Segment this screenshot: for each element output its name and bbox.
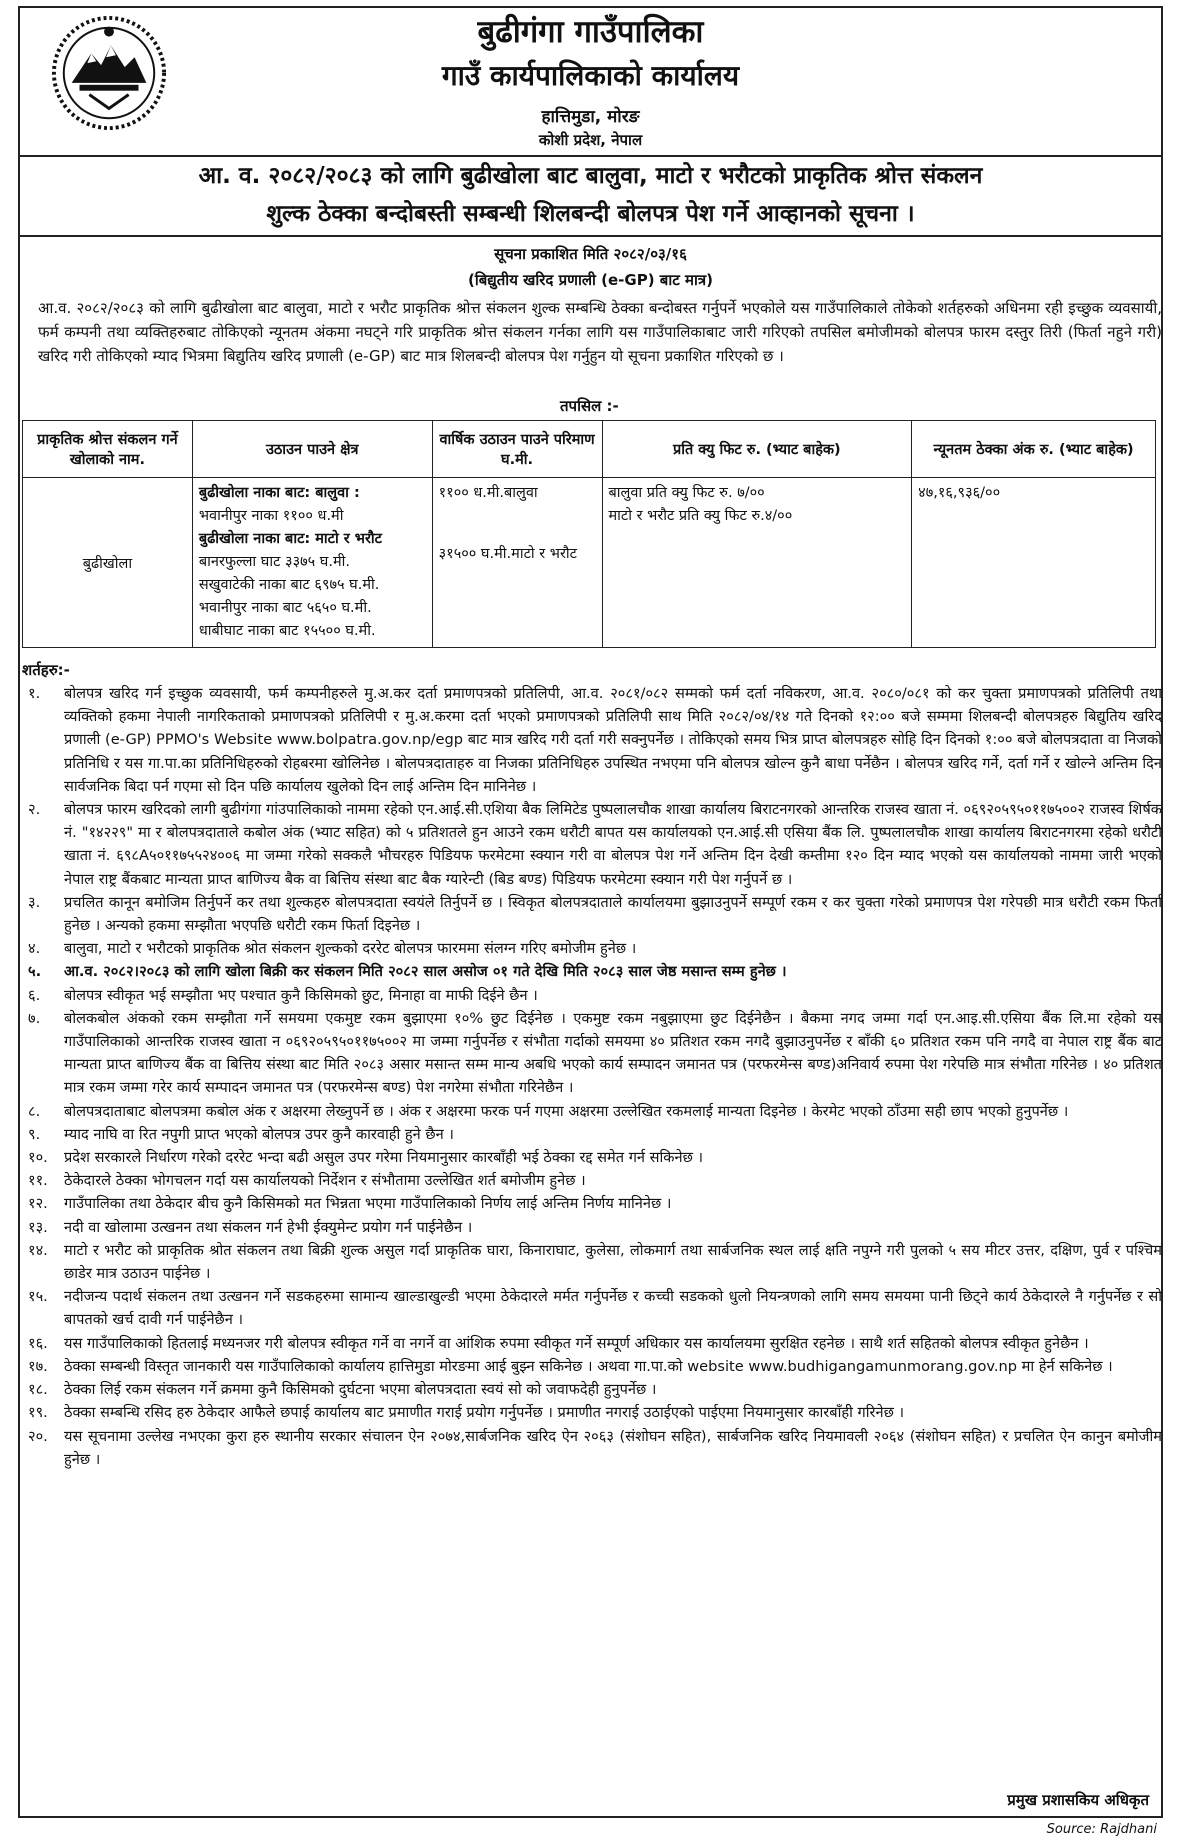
cell-area — [192, 478, 432, 648]
col-header-rate: प्रति क्यु फिट रु. (भ्याट बाहेक) — [602, 421, 912, 478]
office-name: गाउँ कार्यपालिकाको कार्यालय — [441, 59, 740, 92]
rate-soil: माटो र भरौट प्रति क्यु फिट रु.४/०० — [608, 508, 793, 524]
table-row — [23, 478, 1156, 648]
terms-list — [22, 682, 1162, 1471]
quantity-sand: ११०० ध.मी.बालुवा — [438, 485, 538, 501]
list-item: १०. प्रदेश सरकारले निर्धारण गरेको दररेट भन्दा बढी असुल उपर गरेमा नियमानुसार कारबाँही भई ठेक्का रद्द समेत गर्न सकिनेछ । — [28, 1149, 703, 1167]
cell-river: बुढीखोला — [23, 478, 193, 648]
list-item: ११. ठेकेदारले ठेक्का भोगचलन गर्दा यस कार्यालयको निर्देशन र संभौतामा उल्लेखित शर्त बमोजीम हुनेछ । — [28, 1172, 586, 1190]
list-item: ६. बोलपत्र स्वीकृत भई सम्झौता भए पश्चात कुनै किसिमको छुट, मिनाहा वा माफी दिईने छैन । — [28, 986, 538, 1004]
col-header-area: उठाउन पाउने क्षेत्र — [192, 421, 432, 478]
col-header-min-amount: न्यूनतम ठेक्का अंक रु. (भ्याट बाहेक) — [912, 421, 1156, 478]
schedule-table — [22, 420, 1156, 648]
rate-sand: बालुवा प्रति क्यु फिट रु. ७/०० — [608, 485, 765, 501]
signatory-title: प्रमुख प्रशासकिय अधिकृत — [1007, 1791, 1149, 1809]
quantity-soil: ३१५०० घ.मी.माटो र भरौट — [438, 546, 577, 562]
address-line-2: कोशी प्रदेश, नेपाल — [538, 131, 643, 149]
list-item: १३. नदी वा खोलामा उत्खनन तथा संकलन गर्न हेभी ईक्युमेन्ट प्रयोग गर्न पाईनेछैन । — [28, 1218, 473, 1236]
area-line: बुढीखोला नाका बाट: माटो र भरौट — [198, 531, 382, 547]
schedule-heading: तपसिल :- — [560, 397, 619, 415]
terms-heading: शर्तहरु:- — [22, 661, 70, 679]
area-line: सखुवाटेकी नाका बाट ६९७५ घ.मी. — [198, 577, 380, 593]
list-item: २०. यस सूचनामा उल्लेख नभएका कुरा हरु स्थानीय सरकार संचालन ऐन २०७४,सार्बजनिक खरिद ऐन २०६३ (संशोघन सहित), सार्बजनिक खरिद नियमावली २०६४ (संशोघन सहित) र प्रचलित ऐन कानुन बमोजीम हुनेछ । — [28, 1427, 1162, 1468]
area-line: भवानीपुर नाका ११०० ध.मी — [198, 508, 344, 524]
list-item: ८. बोलपत्रदाताबाट बोलपत्रमा कबोल अंक र अक्षरमा लेख्नुपर्ने छ । अंक र अक्षरमा फरक पर्न गएमा अक्षरमा उल्लेखित रकमलाई मान्यता दिइनेछ । केरमेट भएको ठाँउमा सही छाप भएको हुनुपर्नेछ । — [28, 1102, 1069, 1120]
list-item: १२. गाउँपालिका तथा ठेकेदार बीच कुनै किसिमको मत भिन्नता भएमा गाउँपालिकाको निर्णय लाई अन्तिम निर्णय मानिनेछ । — [28, 1195, 672, 1213]
address-line-1: हात्तिमुडा, मोरङ — [541, 107, 640, 127]
list-item: ९. म्याद नाघि वा रित नपुगी प्राप्त भएको बोलपत्र उपर कुनै कारवाही हुने छैन । — [28, 1125, 454, 1143]
list-item: १५. नदीजन्य पदार्थ संकलन तथा उत्खनन गर्ने सडकहरुमा सामान्य खाल्डाखुल्डी भएमा ठेकेदारले मर्मत गर्नुपर्नेछ र कच्ची सडकको धुलो नियन्त्रणको लागि समय समयमा पानी छिट्ने कार्य ठेकेदारले नै गर्नुपर्नेछ र सो बापतको खर्च दावी गर्न पाईनेछैन । — [28, 1288, 1162, 1329]
cell-rate — [602, 478, 912, 648]
banner-line-2: शुल्क ठेक्का बन्दोबस्ती सम्बन्धी शिलबन्दी बोलपत्र पेश गर्ने आव्हानको सूचना । — [266, 201, 915, 227]
list-item: ७. बोलकबोल अंकको रकम सम्झौता गर्ने समयमा एकमुष्ट रकम बुझाएमा १०% छुट दिईनेछ । एकमुष्ट रकम नबुझाएमा छुट दिईनेछैन । बैकमा नगद जम्मा गर्दा एन.आइ.सी.एसिया बैंक लि.मा रहेको यस गाउँपालिकाको आन्तरिक राजस्व खाता न ०६९२०५९५०११७५००२ मा जम्मा गर्नुपर्नेछ र संभौता गर्दाको समयमा ४० प्रतिशत रकम नगदै बुझाउनुपर्नेछ र बाँकी ६० प्रतिशत रकम पनि नगदै वा नेपाल राष्ट्र बैंक बाट मान्यता प्राप्त बाणिज्य बैंक वा बित्तिय संस्था बाट मिति २०८३ असार मसान्त सम्म मान्य अबधि भएको कार्य सम्पादन जमानत पत्र (परफरमेन्स बण्ड)अनिवार्य रुपमा पेश गरेपछि मात्र संभौता गरिनेछ । ४० प्रतिशत मात्र रकम जम्मा गरेर कार्य सम्पादन जमानत पत्र (परफरमेन्स बण्ड) पेश नगरेमा संभौता गरिनेछैन । — [28, 1009, 1162, 1097]
cell-quantity — [432, 478, 602, 648]
list-item: १४. माटो र भरौट को प्राकृतिक श्रोत संकलन तथा बिक्री शुल्क असुल गर्दा प्राकृतिक घारा, किनाराघाट, कुलेसा, लोकमार्ग तथा सार्बजनिक स्थल लाई क्षति नपुग्ने गरी पुलको ५ सय मीटर उत्तर, दक्षिण, पुर्व र पश्चिम छाडेर मात्र उठाउन पाईनेछ । — [28, 1241, 1162, 1283]
egp-only-note: (बिद्युतीय खरिद प्रणाली (e-GP) बाट मात्र) — [468, 271, 713, 289]
cell-min-amount: ४७,१६,९३६/०० — [912, 478, 1156, 648]
area-line: धाबीघाट नाका बाट १५५०० घ.मी. — [198, 623, 376, 639]
notice-title-banner — [20, 155, 1161, 237]
area-line: भवानीपुर नाका बाट ५६५० घ.मी. — [198, 600, 372, 616]
banner-line-1: आ. व. २०८२/२०८३ को लागि बुढीखोला बाट बालुवा, माटो र भरौटको प्राकृतिक श्रोत्त संकलन — [198, 163, 983, 189]
list-item: १६. यस गाउँपालिकाको हितलाई मध्यनजर गरी बोलपत्र स्वीकृत गर्ने वा नगर्ने वा आंशिक रुपमा स्वीकृत गर्ने सम्पूर्ण अधिकार यस कार्यालयमा सुरक्षित रहनेछ । साथै शर्त सहितको बोलपत्र स्वीकृत हुनेछैन । — [28, 1334, 1089, 1352]
list-item: १८. ठेक्का लिई रकम संकलन गर्ने क्रममा कुनै किसिमको दुर्घटना भएमा बोलपत्रदाता स्वयं सो को जवाफदेही हुनुपर्नेछ । — [28, 1381, 657, 1399]
intro-paragraph: आ.व. २०८२/२०८३ को लागि बुढीखोला बाट बालुवा, माटो र भरौट प्राकृतिक श्रोत्त संकलन शुल्क सम्बन्धि ठेक्का बन्दोबस्त गर्नुपर्ने भएकोले यस गाउँपालिकाले तोकेको शर्तहरुको अधिनमा रही इच्छुक व्यवसायी, फर्म कम्पनी तथा व्यक्तिहरुबाट तोकिएको न्यूनतम अंकमा नघट्ने गरि प्राकृतिक श्रोत्त संकलन गर्नका लागि यस गाउँपालिकाबाट जारी गरिएको तपसिल बमोजीमको बोलपत्र फारम दस्तुर तिरी (फिर्ता नहुने गरी) खरिद गरी तोकिएको म्याद भित्रमा बिद्युतिय खरिद प्रणाली (e-GP) बाट मात्र शिलबन्दी बोलपत्र पेश गर्नुहुन यो सूचना प्रकाशित गरिएको छ । — [38, 299, 1162, 365]
list-item: ५. आ.व. २०८२।२०८३ को लागि खोला बिक्री कर संकलन मिति २०८२ साल असोज ०१ गते देखि मिति २०८३ साल जेष्ठ मसान्त सम्म हुनेछ । — [28, 963, 787, 981]
list-item: १७. ठेक्का सम्बन्धी विस्तृत जानकारी यस गाउँपालिकाको कार्यालय हात्तिमुडा मोरङमा आई बुझ्न सकिनेछ । अथवा गा.पा.को website www.budhigangamunmorang.gov.np मा हेर्न सकिनेछ । — [28, 1357, 1113, 1375]
list-item: २. बोलपत्र फारम खरिदको लागी बुढीगंगा गांउपालिकाको नाममा रहेको एन.आई.सी.एशिया बैक लिमिटेड पुष्पलालचौक शाखा कार्यालय बिराटनगरको आन्तरिक राजस्व खाता नं. ०६९२०५९५०११७५००२ राजस्व शिर्षक नं. "१४२२९" मा र बोलपत्रदाताले कबोल अंक (भ्याट सहित) को ५ प्रतिशतले हुन आउने रकम धरौटी बापत यस कार्यालयको एन.आई.सी एसिया बैंक लि. पुष्पलालचौक शाखा कार्यालय बिराटनगरमा रहेको धरौटी खाता नं. ६९८A५०११७५५२४००६ मा जम्मा गरेको सक्कलै भौचरहरु पिडियफ फरमेटमा स्क्यान गरी वा बोलपत्र पेश गर्ने अन्तिम दिन देखी कम्तीमा १२० दिन म्याद भएको यस कार्यालयको नाममा जारी भएको नेपाल राष्ट्र बैंकबाट मान्यता प्राप्त बाणिज्य बैक वा बित्तिय संस्था बाट बैक ग्यारेन्टी (बिड बण्ड) पिडियफ फरमेटमा स्क्यान गरी पेश गर्नुपर्ने छ । — [28, 801, 1162, 888]
area-line: बुढीखोला नाका बाट: बालुवा : — [198, 485, 360, 501]
col-header-quantity: वार्षिक उठाउन पाउने परिमाण घ.मी. — [432, 421, 602, 478]
list-item: १. बोलपत्र खरिद गर्न इच्छुक व्यवसायी, फर्म कम्पनीहरुले मु.अ.कर दर्ता प्रमाणपत्रको प्रतिलिपी, आ.व. २०८१/०८२ सम्मको फर्म दर्ता नविकरण, आ.व. २०८०/०८१ को कर चुक्ता प्रमाणपत्रको प्रतिलिपी तथा व्यक्तिको हकमा नेपाली नागरिकताको प्रमाणपत्रको प्रतिलिपी र मु.अ.करमा दर्ता भएको प्रमाणपत्रको प्रतिलिपी साथ मिति २०८२/०४/१४ गते दिनको १२:०० बजे सम्ममा शिलबन्दी बोलपत्रहरु बिद्युतिय खरिद प्रणाली (e-GP) PPMO's Website www.bolpatra.gov.np/egp बाट मात्र खरिद गरी दर्ता गरी सक्नुपर्नेछ । तोकिएको समय भित्र प्राप्त बोलपत्रहरु सोहि दिन दिनको १:०० बजे बोलपत्रदाता वा निजको प्रतिनिधि र यस गा.पा.का प्रतिनिधिहरुको रोहबरमा खोलिनेछ । बोलपत्रदाताहरु वा निजका प्रतिनिधिहरु उपस्थित नभएमा पनि बोलपत्र खोल्न कुनै बाधा पर्नेछैन । बोलपत्र खरिद गर्ने, दर्ता गर्ने र खोल्ने अन्तिम दिन सार्वजनिक बिदा पर्न गएमा सो दिन पछि कार्यालय खुलेको दिन लाई अन्तिम दिन मानिनेछ । — [28, 685, 1162, 795]
list-item: ३. प्रचलित कानून बमोजिम तिर्नुपर्ने कर तथा शुल्कहरु बोलपत्रदाता स्वयंले तिर्नुपर्ने छ । स्विकृत बोलपत्रदाताले कार्यालयमा बुझाउनुपर्ने सम्पूर्ण रकम र कर चुक्ता गरेको प्रमाणपत्र पेश गरेपछी मात्र धरौटी रकम फिर्ता हुनेछ । अन्यको हकमा सम्झौता भएपछि धरौटी रकम फिर्ता दिइनेछ । — [28, 893, 1162, 935]
published-date: सूचना प्रकाशित मिति २०८२/०३/१६ — [494, 245, 687, 263]
list-item: १९. ठेक्का सम्बन्धि रसिद हरु ठेकेदार आफैले छपाई कार्यालय बाट प्रमाणीत गराई प्रयोग गर्नुपर्नेछ । प्रमाणीत नगराई उठाईएको पाईएमा नियमानुसार कारबाँही गरिनेछ । — [28, 1404, 904, 1422]
list-item: ४. बालुवा, माटो र भरौटको प्राकृतिक श्रोत संकलन शुल्कको दररेट बोलपत्र फारममा संलग्न गरिए बमोजीम हुनेछ । — [28, 940, 637, 958]
col-header-river: प्राकृतिक श्रोत्त संकलन गर्ने खोलाको नाम. — [23, 421, 193, 478]
source-credit: Source: Rajdhani — [1046, 1822, 1157, 1837]
table-header-row — [23, 421, 1156, 478]
org-name: बुढीगंगा गाउँपालिका — [477, 14, 704, 50]
area-line: बानरफुल्ला घाट ३३७५ घ.मी. — [198, 554, 351, 570]
